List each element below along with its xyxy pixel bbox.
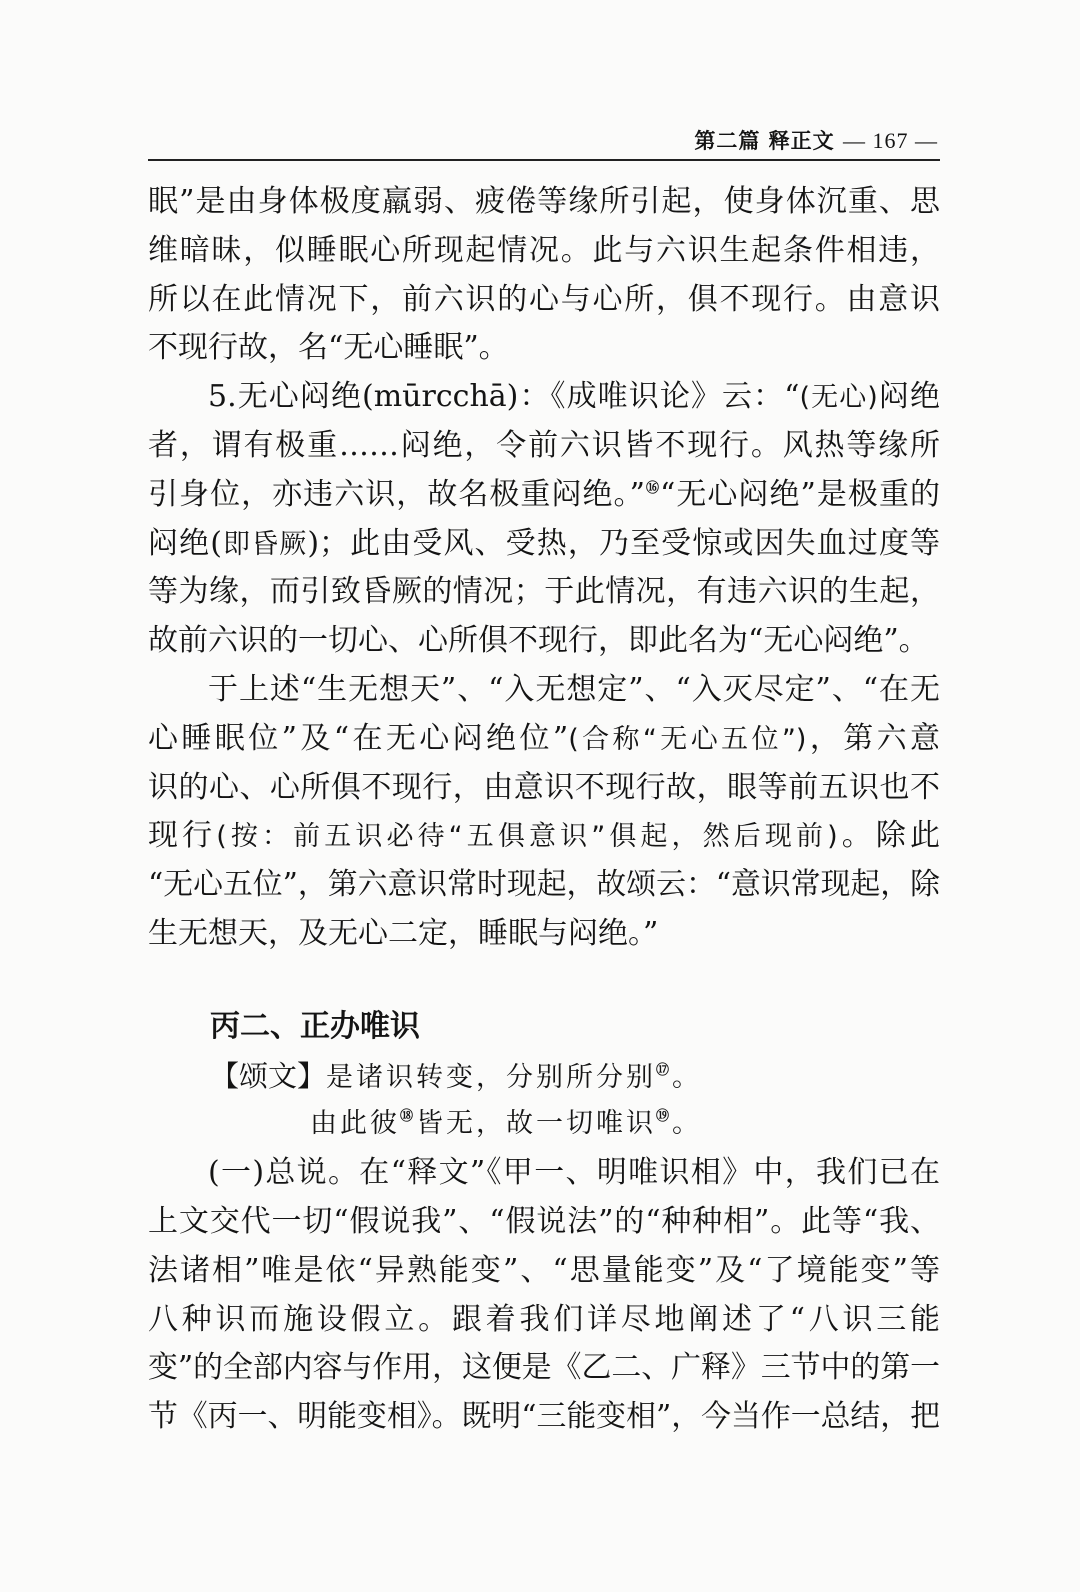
verse-text: 是诸识转变，分别所分别	[326, 1061, 657, 1093]
footnote-marker: ⑱	[400, 1109, 417, 1125]
verse-text: 皆无，故一切唯识	[416, 1108, 657, 1140]
verse-text: 。	[672, 1108, 703, 1140]
text-span: )；此由受风、受热，乃至受惊或因失血过度等	[307, 525, 940, 561]
page-body	[148, 178, 940, 1442]
verse-text: 由此彼	[310, 1108, 400, 1140]
page-number: — 167 —	[843, 128, 938, 153]
text-line: “无心五位”，第六意识常时现起，故颂云：“意识常现起，除	[148, 867, 940, 903]
verse-text: 。	[672, 1061, 703, 1093]
text-line: 识的心、心所俱不现行，由意识不现行故，眼等前五识也不	[148, 769, 940, 805]
text-line	[148, 471, 940, 520]
text-span: “无心闷绝”是极重的	[659, 476, 940, 512]
section-title: 第二篇 释正文	[694, 129, 835, 153]
text-line	[148, 373, 940, 422]
text-span: ，第六意	[806, 720, 941, 756]
text-span: 现行	[148, 818, 217, 854]
text-span: 闷绝	[877, 379, 940, 415]
paragraph-2	[148, 373, 940, 666]
text-span: 引身位，亦违六识，故名极重闷绝。”	[148, 476, 645, 512]
text-span: 闷绝(	[148, 525, 222, 561]
footnote-marker: ⑰	[656, 1062, 673, 1078]
text-line: 等为缘，而引致昏厥的情况；于此情况，有违六识的生起，	[148, 574, 940, 610]
text-line	[148, 520, 940, 569]
footnote-marker: ⑲	[656, 1109, 673, 1125]
text-line: 生无想天，及无心二定，睡眠与闷绝。”	[148, 915, 659, 951]
verse-line	[148, 1052, 940, 1101]
text-line: 者，谓有极重……闷绝，令前六识皆不现行。风热等缘所	[148, 427, 940, 463]
paragraph-3	[148, 666, 940, 959]
annotation-span: (无心)	[799, 382, 878, 414]
text-span: 。除此	[837, 818, 941, 854]
verse-line	[148, 1100, 940, 1149]
paragraph-1	[148, 178, 940, 373]
text-line: 变”的全部内容与作用，这便是《乙二、广释》三节中的第一	[148, 1350, 941, 1386]
text-line: (一)总说。在“释文”《甲一、明唯识相》中，我们已在	[208, 1155, 940, 1191]
paragraph-4	[148, 1149, 940, 1442]
section-heading: 丙二、正办唯识	[210, 1008, 420, 1044]
header-rule	[148, 159, 940, 161]
annotation-span: (合称“无心五位”)	[568, 723, 807, 755]
text-line: 法诸相”唯是依“异熟能变”、“思量能变”及“了境能变”等	[148, 1252, 940, 1288]
text-line: 维暗昧，似睡眠心所现起情况。此与六识生起条件相违，	[148, 232, 940, 268]
text-line	[148, 812, 940, 861]
text-span: 5.无心闷绝(mūrcchā)：《成唯识论》云：“	[208, 379, 800, 415]
section-gap	[148, 959, 940, 1003]
text-line: 上文交代一切“假说我”、“假说法”的“种种相”。此等“我、	[148, 1203, 940, 1239]
text-line: 故前六识的一切心、心所俱不现行，即此名为“无心闷绝”。	[148, 623, 929, 659]
annotation-span: (按：前五识必待“五俱意识”俱起，然后现前)	[216, 821, 838, 853]
running-header	[148, 124, 938, 158]
text-line: 八种识而施设假立。跟着我们详尽地阐述了“八识三能	[148, 1301, 940, 1337]
annotation-span: 即昏厥	[221, 528, 308, 560]
text-line	[148, 715, 940, 764]
text-line: 所以在此情况下，前六识的心与心所，俱不现行。由意识	[148, 281, 940, 317]
text-line: 于上述“生无想天”、“入无想定”、“入灭尽定”、“在无	[208, 671, 940, 707]
text-line: 不现行故，名“无心睡眠”。	[148, 330, 509, 366]
text-line: 眠”是由身体极度羸弱、疲倦等缘所引起，使身体沉重、思	[148, 184, 940, 219]
footnote-marker: ⑯	[644, 480, 660, 496]
verse-label: 【颂文】	[210, 1058, 327, 1093]
text-span: 心睡眠位”及“在无心闷绝位”	[148, 720, 569, 756]
text-line: 节《丙一、明能变相》。既明“三能变相”，今当作一总结，把	[148, 1399, 940, 1435]
